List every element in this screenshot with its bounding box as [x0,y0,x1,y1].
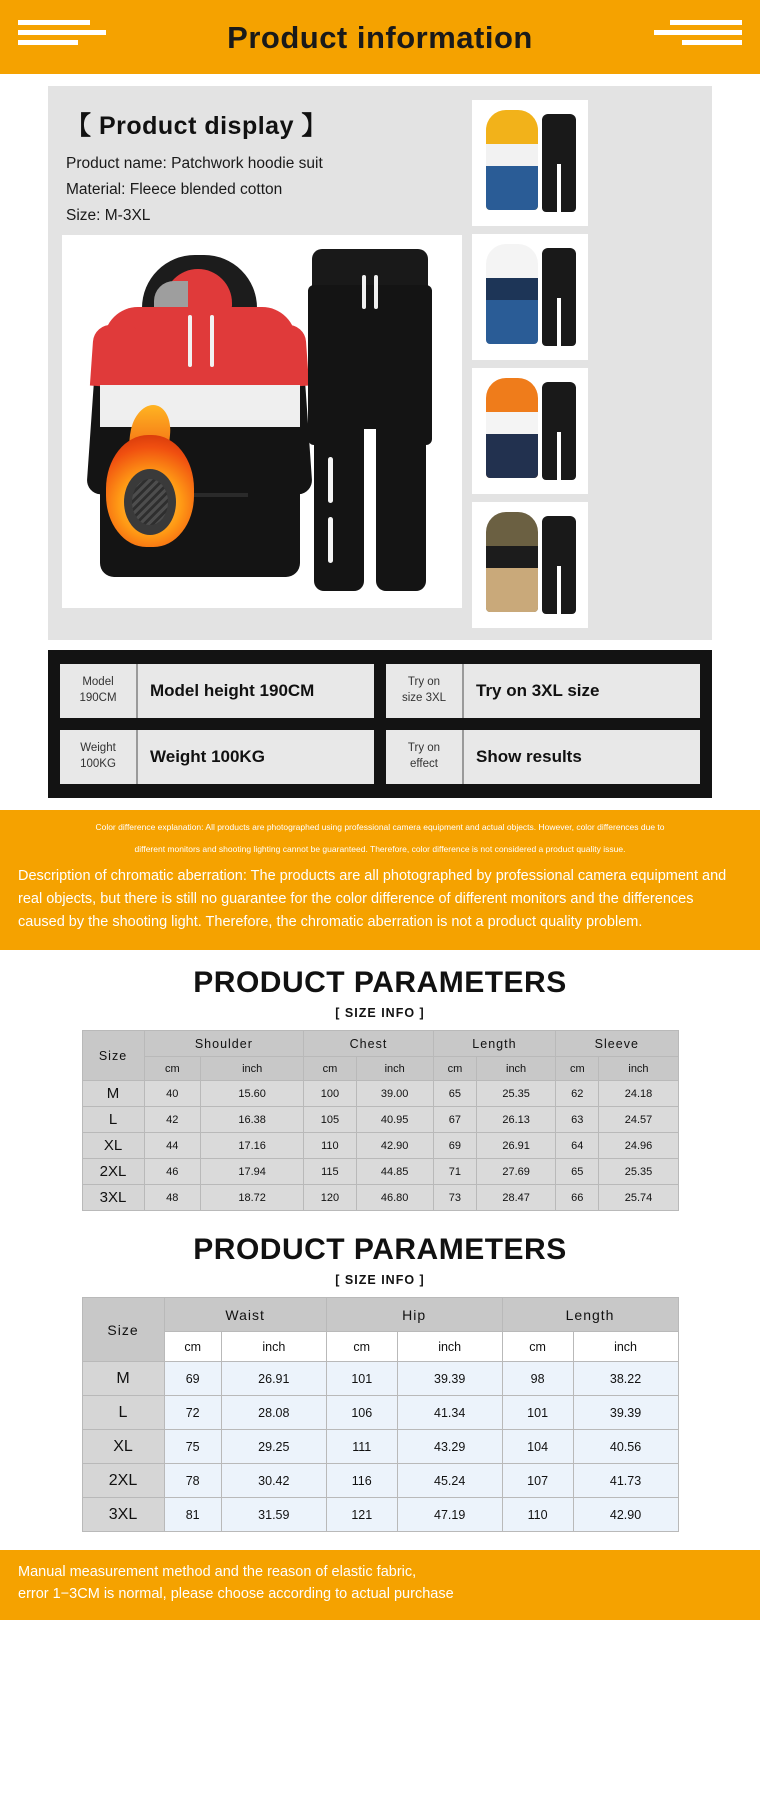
table-row [82,1498,678,1532]
size-table-bottom [82,1297,679,1532]
col-shoulder: Shoulder [144,1031,304,1057]
cell-value: 46 [144,1159,201,1185]
cell-value: 42 [144,1107,201,1133]
cell-value: 111 [326,1430,397,1464]
row-size: L [82,1396,164,1430]
cell-value: 41.34 [397,1396,502,1430]
spec-material: Material: Fleece blended cotton [66,181,283,199]
table-row [82,1159,678,1185]
cell-value: 44.85 [356,1159,433,1185]
row-size: 2XL [82,1464,164,1498]
cell-value: 65 [433,1081,476,1107]
model-weight-label [60,730,138,784]
product-display-title: 【 Product display 】 [66,112,327,140]
page-title: Product information [227,20,533,55]
size-info-label-bottom: [ SIZE INFO ] [335,1273,425,1288]
row-size: L [82,1107,144,1133]
cell-value: 42.90 [356,1133,433,1159]
cell-value: 67 [433,1107,476,1133]
measurement-note-line2: error 1−3CM is normal, please choose according to actual purchase [18,1586,454,1603]
cell-value: 40 [144,1081,201,1107]
cell-value: 107 [502,1464,573,1498]
col-length: Length [502,1298,678,1332]
thumbnail-khaki-black[interactable] [472,502,588,628]
try-on-effect-label-line1: Try on [407,742,441,755]
product-display-left [62,100,462,628]
cell-value: 26.91 [221,1362,326,1396]
try-on-size-label-line1: Try on [407,676,441,689]
model-weight-value: Weight 100KG [150,747,265,766]
cell-value: 66 [556,1185,599,1211]
header-stripes-right [654,20,742,45]
cell-value: 120 [304,1185,356,1211]
thumbnail-orange-navy[interactable] [472,368,588,494]
cell-value: 48 [144,1185,201,1211]
model-height-label-line2: 190CM [79,692,117,704]
cell-value: 38.22 [573,1362,678,1396]
table-row [82,1133,678,1159]
col-waist: Waist [164,1298,326,1332]
try-on-effect-value: Show results [476,747,582,766]
size-table-top [82,1030,679,1211]
unit-hip-inch: inch [397,1332,502,1362]
row-size: 2XL [82,1159,144,1185]
try-on-effect-cell [386,730,700,784]
cell-value: 39.39 [397,1362,502,1396]
model-height-value: Model height 190CM [150,681,315,700]
cell-value: 98 [502,1362,573,1396]
parameters-section-bottom [0,1211,760,1532]
model-info-bar [48,650,712,798]
main-product-photo [62,235,462,608]
cell-value: 24.96 [599,1133,678,1159]
model-height-label-line1: Model [82,676,114,689]
unit-sleeve-inch: inch [599,1057,678,1081]
col-size: Size [82,1031,144,1081]
cell-value: 71 [433,1159,476,1185]
cell-value: 43.29 [397,1430,502,1464]
row-size: M [82,1362,164,1396]
cell-value: 26.91 [477,1133,556,1159]
thumbnail-list [472,100,588,628]
table-row [82,1107,678,1133]
cell-value: 69 [433,1133,476,1159]
cell-value: 18.72 [201,1185,304,1211]
cell-value: 39.39 [573,1396,678,1430]
unit-waist-cm: cm [164,1332,221,1362]
model-height-cell [60,664,374,718]
row-size: M [82,1081,144,1107]
table-row [82,1081,678,1107]
cell-value: 46.80 [356,1185,433,1211]
cell-value: 27.69 [477,1159,556,1185]
cell-value: 75 [164,1430,221,1464]
cell-value: 100 [304,1081,356,1107]
table-row [82,1362,678,1396]
model-weight-cell [60,730,374,784]
cell-value: 121 [326,1498,397,1532]
cell-value: 47.19 [397,1498,502,1532]
header-stripes-left [18,20,106,45]
parameters-section-top [0,950,760,1211]
model-weight-label-line1: Weight [80,742,116,755]
try-on-size-cell [386,664,700,718]
table-unit-row [82,1332,678,1362]
cell-value: 24.57 [599,1107,678,1133]
cell-value: 110 [502,1498,573,1532]
color-difference-small-line2: different monitors and shooting lighting cannot be guaranteed. Therefore, color difference is not considered a product quality issue. [134,844,626,855]
size-info-label-top: [ SIZE INFO ] [335,1006,425,1021]
unit-shoulder-inch: inch [201,1057,304,1081]
cell-value: 115 [304,1159,356,1185]
cell-value: 25.35 [477,1081,556,1107]
color-difference-section [0,810,760,950]
cell-value: 81 [164,1498,221,1532]
cell-value: 65 [556,1159,599,1185]
cell-value: 101 [326,1362,397,1396]
measurement-note [0,1550,760,1620]
spec-product-name: Product name: Patchwork hoodie suit [66,155,323,172]
try-on-size-value: Try on 3XL size [476,681,600,700]
cell-value: 17.16 [201,1133,304,1159]
cell-value: 31.59 [221,1498,326,1532]
unit-length-inch: inch [573,1332,678,1362]
table-header-row [82,1031,678,1057]
cell-value: 105 [304,1107,356,1133]
cell-value: 64 [556,1133,599,1159]
cell-value: 40.56 [573,1430,678,1464]
cell-value: 25.35 [599,1159,678,1185]
pants-illustration [304,249,436,594]
unit-chest-cm: cm [304,1057,356,1081]
cell-value: 62 [556,1081,599,1107]
cell-value: 101 [502,1396,573,1430]
cell-value: 78 [164,1464,221,1498]
unit-chest-inch: inch [356,1057,433,1081]
try-on-size-label-line2: size 3XL [401,692,447,704]
cell-value: 104 [502,1430,573,1464]
unit-length-cm: cm [433,1057,476,1081]
cell-value: 30.42 [221,1464,326,1498]
col-hip: Hip [326,1298,502,1332]
cell-value: 28.08 [221,1396,326,1430]
try-on-size-label [386,664,464,718]
color-difference-description: Description of chromatic aberration: The products are all photographed by professional camera equipment and real objects, but there is still no guarantee for the color difference of different monitors and the differences caused by the shooting light. Therefore, the chromatic aberration is not a product quality problem. [18,867,727,931]
cell-value: 28.47 [477,1185,556,1211]
spec-size: Size: M-3XL [66,207,151,225]
page-header [0,0,760,74]
unit-sleeve-cm: cm [556,1057,599,1081]
color-difference-small-line1: Color difference explanation: All products are photographed using professional camera equipment and actual objects. However, color differences due to [95,822,665,832]
unit-length-inch: inch [477,1057,556,1081]
cell-value: 73 [433,1185,476,1211]
cell-value: 110 [304,1133,356,1159]
table-row [82,1185,678,1211]
thumbnail-yellow-blue[interactable] [472,100,588,226]
table-row [82,1430,678,1464]
try-on-effect-label [386,730,464,784]
measurement-note-line1: Manual measurement method and the reason of elastic fabric, [18,1564,417,1581]
try-on-effect-label-line2: effect [410,758,438,770]
cell-value: 17.94 [201,1159,304,1185]
table-row [82,1464,678,1498]
table-row [82,1396,678,1430]
table-unit-row [82,1057,678,1081]
row-size: 3XL [82,1185,144,1211]
unit-hip-cm: cm [326,1332,397,1362]
cell-value: 72 [164,1396,221,1430]
unit-length-cm: cm [502,1332,573,1362]
cell-value: 42.90 [573,1498,678,1532]
unit-waist-inch: inch [221,1332,326,1362]
col-length: Length [433,1031,555,1057]
col-chest: Chest [304,1031,434,1057]
cell-value: 24.18 [599,1081,678,1107]
product-display-section [48,86,712,640]
row-size: XL [82,1133,144,1159]
col-size: Size [82,1298,164,1362]
cell-value: 29.25 [221,1430,326,1464]
cell-value: 45.24 [397,1464,502,1498]
model-weight-label-line2: 100KG [80,758,116,770]
thumbnail-white-navy[interactable] [472,234,588,360]
cell-value: 15.60 [201,1081,304,1107]
cell-value: 116 [326,1464,397,1498]
model-height-label [60,664,138,718]
row-size: XL [82,1430,164,1464]
parameters-title-bottom: PRODUCT PARAMETERS [193,1233,567,1267]
unit-shoulder-cm: cm [144,1057,201,1081]
cell-value: 16.38 [201,1107,304,1133]
cell-value: 44 [144,1133,201,1159]
col-sleeve: Sleeve [556,1031,678,1057]
cell-value: 106 [326,1396,397,1430]
cell-value: 41.73 [573,1464,678,1498]
cell-value: 39.00 [356,1081,433,1107]
table-header-row [82,1298,678,1332]
row-size: 3XL [82,1498,164,1532]
cell-value: 25.74 [599,1185,678,1211]
cell-value: 40.95 [356,1107,433,1133]
fleece-flame-icon [90,405,210,555]
parameters-title-top: PRODUCT PARAMETERS [193,966,567,1000]
cell-value: 63 [556,1107,599,1133]
cell-value: 69 [164,1362,221,1396]
cell-value: 26.13 [477,1107,556,1133]
